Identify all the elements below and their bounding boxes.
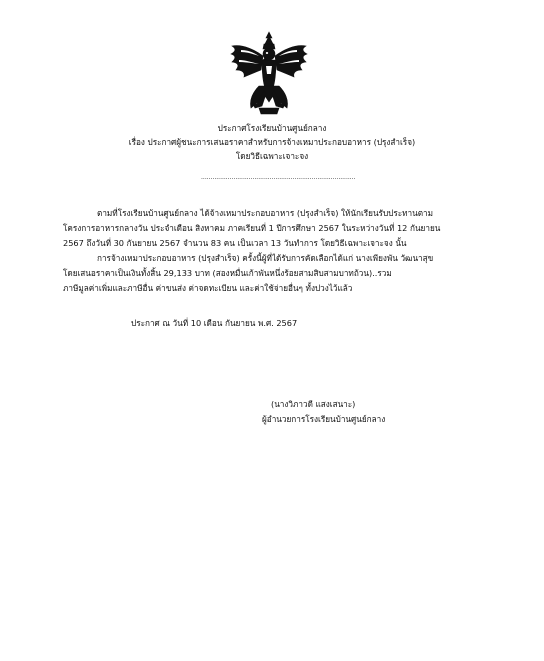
body-paragraph-1-line-1: ตามที่โรงเรียนบ้านศูนย์กลาง ได้จ้างเหมาประกอบอาหาร (ปรุงสำเร็จ) ให้นักเรียนรับประทานตาม: [97, 208, 434, 218]
body-paragraph-1-line-3: 2567 ถึงวันที่ 30 กันยายน 2567 จำนวน 83 คน เป็นเวลา 13 วันทำการ โดยวิธีเฉพาะเจาะจง นั้น: [63, 238, 407, 248]
body-paragraph-1-line-2: โครงการอาหารกลางวัน ประจำเดือน สิงหาคม ภาคเรียนที่ 1 ปีการศึกษา 2567 ในระหว่างวันที่ 12 กันยายน: [63, 223, 441, 233]
signatory-name: (นางวิภาวดี แสงเสนาะ): [271, 399, 356, 409]
dotted-divider: .................................................................................: [201, 174, 356, 181]
body-paragraph-2-line-3: ภาษีมูลค่าเพิ่มและภาษีอื่น ค่าขนส่ง ค่าจดทะเบียน และค่าใช้จ่ายอื่นๆ ทั้งปวงไว้แล้ว: [63, 283, 353, 293]
body-paragraph-2-line-1: การจ้างเหมาประกอบอาหาร (ปรุงสำเร็จ) ครั้งนี้ผู้ที่ได้รับการคัดเลือกได้แก่ นางเพียงพัน วัฒนาสุข: [97, 253, 434, 263]
procurement-method: โดยวิธีเฉพาะเจาะจง: [235, 151, 309, 161]
garuda-emblem-icon: [229, 30, 309, 116]
announcement-date: ประกาศ ณ วันที่ 10 เดือน กันยายน พ.ศ. 2567: [131, 318, 298, 328]
body-paragraph-2-line-2: โดยเสนอราคาเป็นเงินทั้งสิ้น 29,133 บาท (สองหมื่นเก้าพันหนึ่งร้อยสามสิบสามบาทถ้วน)..รวม: [63, 268, 392, 278]
announcement-subject: เรื่อง ประกาศผู้ชนะการเสนอราคาสำหรับการจ้างเหมาประกอบอาหาร (ปรุงสำเร็จ): [128, 137, 416, 147]
signatory-position: ผู้อำนวยการโรงเรียนบ้านศูนย์กลาง: [262, 414, 386, 424]
announcement-heading: ประกาศโรงเรียนบ้านศูนย์กลาง: [217, 123, 327, 133]
